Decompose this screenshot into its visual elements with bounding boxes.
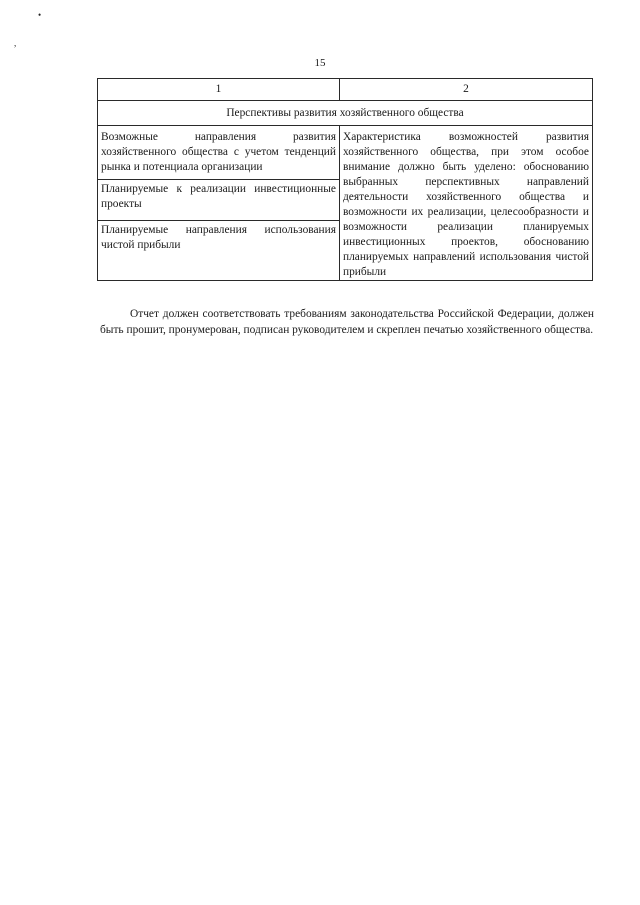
characteristics-description: Характеристика возможностей развития хозяйственного общества, при этом особое внимание должно быть уделено: обоснованию выбранных перспективных направлений деятельности хозяйственного общества и возможности их реализации, целесообразности и возможности реализации планируемых инвестиционных проектов, обоснованию планируемых направлений использования чистой прибыли <box>340 126 593 281</box>
requirements-paragraph: Отчет должен соответствовать требованиям законодательства Российской Федерации, должен быть прошит, пронумерован, подписан руководителем и скреплен печатью хозяйственного общества. <box>100 308 594 337</box>
row-label-net-profit-use: Планируемые направления использования чистой прибыли <box>98 221 340 281</box>
perspectives-table <box>97 78 593 281</box>
table-row <box>98 126 593 180</box>
table-header-row <box>98 79 593 101</box>
scan-mark-left: , <box>14 38 17 48</box>
column-header-1: 1 <box>98 79 340 101</box>
row-label-development-directions: Возможные направления развития хозяйственного общества с учетом тенденций рынка и потенциала организации <box>98 126 340 180</box>
section-title: Перспективы развития хозяйственного общества <box>98 101 593 126</box>
column-header-2: 2 <box>340 79 593 101</box>
table-section-row <box>98 101 593 126</box>
scan-mark-top: • <box>38 10 42 20</box>
page-number: 15 <box>314 57 326 69</box>
row-label-investment-projects: Планируемые к реализации инвестиционные проекты <box>98 179 340 221</box>
